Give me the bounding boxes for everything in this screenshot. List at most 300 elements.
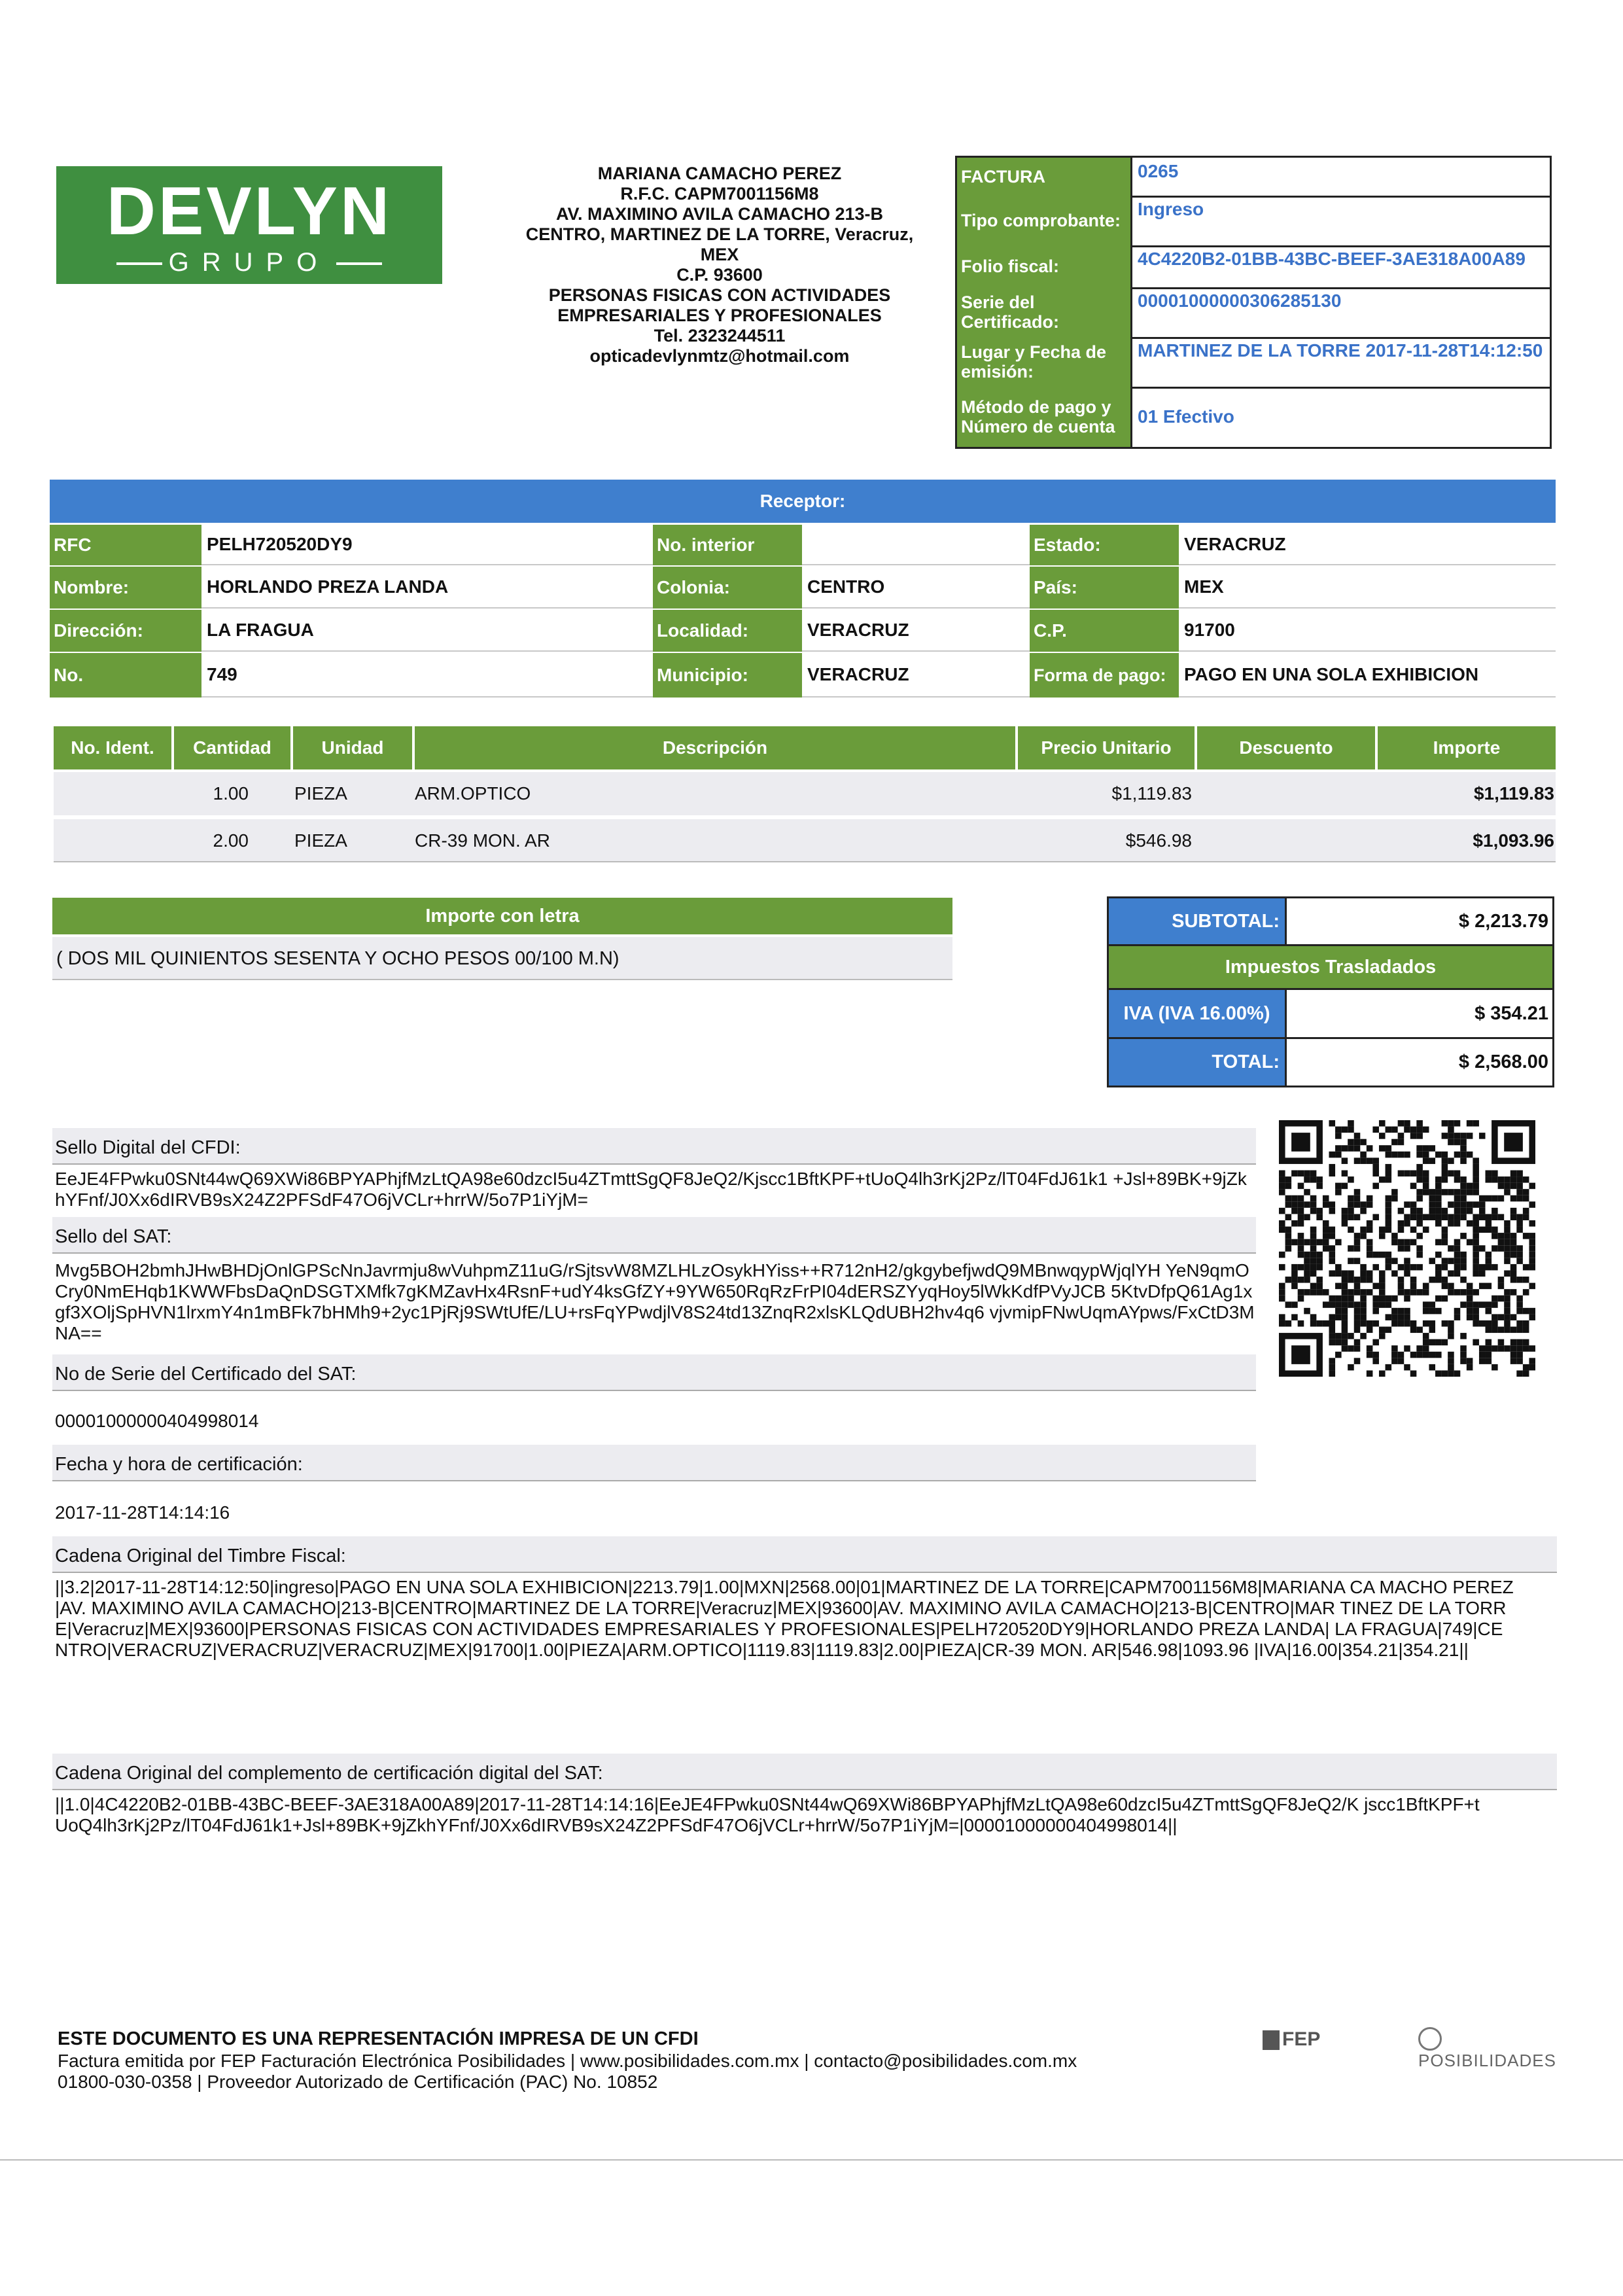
qr-module — [1348, 1277, 1354, 1283]
qr-module — [1360, 1233, 1367, 1239]
qr-module — [1360, 1152, 1367, 1158]
qr-module — [1523, 1233, 1529, 1239]
qr-module — [1486, 1345, 1492, 1352]
qr-module — [1391, 1270, 1398, 1277]
qr-module — [1442, 1264, 1448, 1271]
qr-module — [1467, 1308, 1473, 1315]
qr-module — [1498, 1214, 1505, 1220]
qr-module — [1454, 1133, 1461, 1139]
emisor-line: CENTRO, MARTINEZ DE LA TORRE, Veracruz, — [525, 224, 914, 244]
qr-module — [1423, 1352, 1429, 1358]
qr-module — [1473, 1157, 1479, 1164]
qr-module — [1329, 1358, 1335, 1364]
qr-module — [1404, 1364, 1410, 1371]
qr-module — [1435, 1296, 1442, 1302]
localidad-label: Localidad: — [653, 610, 802, 652]
qr-module — [1329, 1364, 1335, 1371]
qr-module — [1473, 1170, 1479, 1176]
qr-module — [1372, 1358, 1379, 1364]
qr-module — [1372, 1214, 1379, 1220]
qr-module — [1429, 1258, 1435, 1264]
qr-module — [1435, 1308, 1442, 1315]
qr-module — [1454, 1208, 1461, 1214]
qr-module — [1516, 1245, 1523, 1252]
qr-module — [1516, 1301, 1523, 1308]
qr-module — [1398, 1170, 1405, 1176]
qr-module — [1529, 1239, 1535, 1246]
qr-module — [1316, 1252, 1323, 1258]
qr-module — [1329, 1245, 1335, 1252]
qr-module — [1523, 1289, 1529, 1296]
qr-module — [1416, 1164, 1423, 1171]
qr-module — [1367, 1245, 1373, 1252]
th-descuento: Descuento — [1197, 726, 1375, 769]
qr-module — [1467, 1201, 1473, 1208]
forma-pago-label: Forma de pago: — [1030, 653, 1179, 698]
qr-module — [1510, 1339, 1517, 1346]
qr-module — [1479, 1208, 1486, 1214]
qr-module — [1386, 1201, 1392, 1208]
qr-module — [1279, 1264, 1285, 1271]
qr-module — [1404, 1152, 1410, 1158]
qr-module — [1492, 1176, 1498, 1183]
qr-module — [1386, 1208, 1392, 1214]
qr-module — [1423, 1320, 1429, 1327]
th-descripcion: Descripción — [415, 726, 1015, 769]
qr-module — [1504, 1183, 1510, 1190]
qr-module — [1435, 1252, 1442, 1258]
qr-module — [1335, 1270, 1342, 1277]
qr-module — [1298, 1320, 1304, 1327]
qr-module — [1442, 1133, 1448, 1139]
qr-module — [1329, 1152, 1335, 1158]
qr-module — [1423, 1227, 1429, 1233]
qr-module — [1367, 1352, 1373, 1358]
qr-module — [1291, 1170, 1298, 1176]
receptor-header: Receptor: — [50, 480, 1556, 523]
qr-module — [1316, 1214, 1323, 1220]
qr-module — [1460, 1157, 1467, 1164]
qr-module — [1529, 1233, 1535, 1239]
qr-module — [1454, 1220, 1461, 1227]
qr-module — [1367, 1320, 1373, 1327]
qr-module — [1285, 1176, 1292, 1183]
qr-module — [1460, 1176, 1467, 1183]
qr-module — [1416, 1145, 1423, 1152]
qr-module — [1479, 1264, 1486, 1271]
qr-module — [1454, 1152, 1461, 1158]
rfc-value: PELH720520DY9 — [201, 525, 653, 565]
qr-module — [1386, 1227, 1392, 1233]
municipio-label: Municipio: — [653, 653, 802, 698]
qr-module — [1467, 1208, 1473, 1214]
qr-module — [1410, 1127, 1417, 1133]
qr-module — [1404, 1214, 1410, 1220]
qr-module — [1398, 1264, 1405, 1271]
qr-module — [1398, 1283, 1405, 1290]
qr-module — [1354, 1145, 1361, 1152]
qr-module — [1329, 1227, 1335, 1233]
qr-module — [1329, 1370, 1335, 1377]
item-descripcion: CR-39 MON. AR — [415, 830, 550, 851]
item-descripcion: ARM.OPTICO — [415, 783, 531, 804]
qr-module — [1448, 1214, 1454, 1220]
qr-module — [1279, 1320, 1285, 1327]
qr-module — [1523, 1320, 1529, 1327]
qr-module — [1360, 1139, 1367, 1146]
qr-module — [1285, 1277, 1292, 1283]
qr-module — [1348, 1120, 1354, 1127]
logo-sub: GRUPO — [168, 248, 330, 277]
qr-module — [1386, 1364, 1392, 1371]
page-divider — [0, 2159, 1623, 2161]
qr-module — [1492, 1345, 1498, 1352]
qr-module — [1486, 1258, 1492, 1264]
qr-module — [1372, 1301, 1379, 1308]
qr-module — [1310, 1314, 1317, 1320]
qr-module — [1460, 1258, 1467, 1264]
qr-module — [1391, 1308, 1398, 1315]
qr-module — [1348, 1227, 1354, 1233]
qr-module — [1435, 1352, 1442, 1358]
posibilidades-logo: POSIBILIDADES — [1418, 2027, 1582, 2056]
qr-module — [1335, 1301, 1342, 1308]
item-descuento — [1197, 772, 1375, 815]
pais-label: País: — [1030, 567, 1179, 609]
qr-module — [1429, 1301, 1435, 1308]
th-precio-unitario: Precio Unitario — [1018, 726, 1195, 769]
qr-module — [1479, 1270, 1486, 1277]
qr-module — [1310, 1208, 1317, 1214]
sello-cfdi-value: EeJE4FPwku0SNt44wQ69XWi86BPYAPhjfMzLtQA98e60dzcI5u4ZTmttSgQF8JeQ2/Kjscc1BftKPF+tUoQ4lh3rKj2Pz/lT04FdJ61k1 +Jsl+89BK+9jZkhYFnf/J0Xx6dIRVB9sX24Z2PFSdF47O6jVCLr+hrrW/5o7P1iYjM= — [55, 1169, 1247, 1210]
qr-module — [1404, 1120, 1410, 1127]
cadena-complemento-label: Cadena Original del complemento de certificación digital del SAT: — [52, 1754, 1557, 1790]
qr-module — [1516, 1252, 1523, 1258]
qr-module — [1304, 1308, 1310, 1315]
qr-module — [1348, 1364, 1354, 1371]
qr-module — [1291, 1314, 1298, 1320]
qr-module — [1386, 1152, 1392, 1158]
qr-module — [1492, 1227, 1498, 1233]
item-precio: $1,119.83 — [1111, 783, 1192, 804]
qr-module — [1348, 1296, 1354, 1302]
qr-module — [1486, 1352, 1492, 1358]
qr-module — [1454, 1120, 1461, 1127]
qr-module — [1323, 1239, 1329, 1246]
qr-module — [1435, 1189, 1442, 1195]
qr-module — [1348, 1127, 1354, 1133]
qr-module — [1516, 1320, 1523, 1327]
qr-module — [1342, 1145, 1348, 1152]
qr-module — [1504, 1301, 1510, 1308]
qr-module — [1510, 1270, 1517, 1277]
qr-module — [1386, 1327, 1392, 1333]
qr-module — [1323, 1233, 1329, 1239]
qr-module — [1372, 1127, 1379, 1133]
qr-module — [1479, 1345, 1486, 1352]
no-interior-label: No. interior — [653, 525, 802, 565]
qr-module — [1354, 1301, 1361, 1308]
qr-module — [1486, 1195, 1492, 1202]
qr-module — [1279, 1289, 1285, 1296]
item-cantidad: 2.00 — [213, 830, 249, 851]
qr-module — [1360, 1314, 1367, 1320]
qr-module — [1448, 1127, 1454, 1133]
qr-module — [1435, 1220, 1442, 1227]
qr-module — [1486, 1264, 1492, 1271]
qr-module — [1467, 1220, 1473, 1227]
qr-module — [1479, 1283, 1486, 1290]
qr-module — [1510, 1252, 1517, 1258]
qr-module — [1529, 1183, 1535, 1190]
qr-module — [1529, 1258, 1535, 1264]
qr-module — [1504, 1314, 1510, 1320]
qr-module — [1291, 1239, 1298, 1246]
qr-module — [1348, 1195, 1354, 1202]
qr-module — [1416, 1170, 1423, 1176]
qr-module — [1486, 1327, 1492, 1333]
qr-module — [1460, 1358, 1467, 1364]
qr-module — [1416, 1327, 1423, 1333]
qr-module — [1354, 1320, 1361, 1327]
qr-module — [1504, 1258, 1510, 1264]
sello-sat-value: Mvg5BOH2bmhJHwBHDjOnlGPScNnJavrmju8wVuhpmZ11uG/rSjtsvW8MZLHLzOsykHYiss++R712nH2/gkgybefjwdQ9MBnwqypWjqlYH YeN9qmOCry0NmEHqb1KWWFbsDaQnDSGTXMfk7gKMZavHx4RsnF+udY4ksGfZY+9YW650RqRzFrPI04dERSZYyqHoy5lWkKdfPVyJCB 5KtvDfpQ61Ag1xgf3XOljSpHVN1lrxmY4n1mBFk7bHMh9+2yc1PjRj9SWtUfE/LU+rsFqYPwdjlV8S24td13ZnqR2xlsKLQdUBH2hv4q6 vjvmipFNwUqmAYpws/FxCtD3MNA== — [55, 1260, 1255, 1343]
qr-module — [1429, 1201, 1435, 1208]
qr-module — [1498, 1277, 1505, 1283]
qr-module — [1298, 1264, 1304, 1271]
qr-module — [1498, 1339, 1505, 1346]
qr-module — [1504, 1296, 1510, 1302]
qr-module — [1279, 1183, 1285, 1190]
qr-module — [1523, 1189, 1529, 1195]
qr-module — [1479, 1358, 1486, 1364]
qr-module — [1416, 1176, 1423, 1183]
fep-logo: FEP — [1263, 2028, 1340, 2055]
qr-module — [1285, 1183, 1292, 1190]
qr-module — [1404, 1170, 1410, 1176]
total-label: TOTAL: — [1109, 1039, 1287, 1086]
qr-module — [1410, 1183, 1417, 1190]
qr-module — [1448, 1201, 1454, 1208]
qr-module — [1398, 1133, 1405, 1139]
qr-module — [1479, 1320, 1486, 1327]
qr-module — [1504, 1252, 1510, 1258]
qr-module — [1360, 1201, 1367, 1208]
emisor-line: PERSONAS FISICAS CON ACTIVIDADES — [548, 285, 891, 305]
qr-module — [1323, 1227, 1329, 1233]
direccion-label: Dirección: — [50, 610, 201, 652]
qr-module — [1504, 1289, 1510, 1296]
qr-module — [1410, 1283, 1417, 1290]
iva-value: $ 354.21 — [1475, 1002, 1548, 1024]
qr-module — [1435, 1270, 1442, 1277]
qr-module — [1354, 1157, 1361, 1164]
qr-module — [1454, 1195, 1461, 1202]
qr-module — [1410, 1201, 1417, 1208]
qr-module — [1279, 1314, 1285, 1320]
qr-module — [1342, 1127, 1348, 1133]
qr-module — [1423, 1145, 1429, 1152]
qr-module — [1442, 1164, 1448, 1171]
qr-module — [1435, 1214, 1442, 1220]
qr-module — [1467, 1239, 1473, 1246]
qr-module — [1448, 1333, 1454, 1339]
item-unidad: PIEZA — [294, 830, 347, 851]
qr-module — [1291, 1301, 1298, 1308]
qr-module — [1329, 1120, 1335, 1127]
qr-module — [1372, 1157, 1379, 1164]
qr-module — [1467, 1301, 1473, 1308]
qr-module — [1416, 1120, 1423, 1127]
qr-module — [1398, 1314, 1405, 1320]
qr-module — [1310, 1289, 1317, 1296]
qr-module — [1473, 1120, 1479, 1127]
qr-module — [1372, 1296, 1379, 1302]
item-ident — [54, 819, 171, 862]
qr-module — [1423, 1183, 1429, 1190]
qr-module — [1360, 1157, 1367, 1164]
qr-module — [1335, 1264, 1342, 1271]
qr-module — [1467, 1133, 1473, 1139]
qr-module — [1404, 1201, 1410, 1208]
serie-sat-label: No de Serie del Certificado del SAT: — [52, 1354, 1256, 1391]
qr-module — [1416, 1264, 1423, 1271]
qr-module — [1348, 1270, 1354, 1277]
qr-module — [1416, 1345, 1423, 1352]
qr-module — [1391, 1358, 1398, 1364]
qr-module — [1473, 1308, 1479, 1315]
qr-module — [1391, 1233, 1398, 1239]
qr-module — [1423, 1339, 1429, 1346]
qr-module — [1379, 1327, 1386, 1333]
qr-module — [1298, 1233, 1304, 1239]
qr-module — [1404, 1345, 1410, 1352]
qr-module — [1479, 1352, 1486, 1358]
qr-module — [1516, 1339, 1523, 1346]
factura-number: 0265 — [1138, 161, 1179, 181]
qr-module — [1335, 1152, 1342, 1158]
qr-module — [1454, 1252, 1461, 1258]
forma-pago-value: PAGO EN UNA SOLA EXHIBICION — [1179, 653, 1556, 698]
qr-module — [1467, 1183, 1473, 1190]
qr-module — [1342, 1301, 1348, 1308]
sello-cfdi-label: Sello Digital del CFDI: — [52, 1128, 1256, 1165]
qr-module — [1342, 1157, 1348, 1164]
factura-row — [957, 337, 1550, 389]
qr-module — [1423, 1301, 1429, 1308]
qr-module — [1379, 1252, 1386, 1258]
qr-module — [1479, 1214, 1486, 1220]
qr-module — [1448, 1157, 1454, 1164]
qr-module — [1492, 1264, 1498, 1271]
qr-module — [1498, 1183, 1505, 1190]
qr-module — [1448, 1133, 1454, 1139]
qr-module — [1442, 1227, 1448, 1233]
qr-module — [1360, 1264, 1367, 1271]
qr-module — [1335, 1145, 1342, 1152]
qr-module — [1516, 1352, 1523, 1358]
qr-module — [1410, 1264, 1417, 1271]
qr-module — [1416, 1352, 1423, 1358]
qr-module — [1486, 1301, 1492, 1308]
qr-code — [1279, 1120, 1535, 1377]
qr-module — [1492, 1208, 1498, 1214]
qr-module — [1510, 1183, 1517, 1190]
qr-module — [1504, 1345, 1510, 1352]
qr-module — [1367, 1270, 1373, 1277]
totals-box — [1107, 896, 1554, 1087]
qr-module — [1454, 1245, 1461, 1252]
qr-module — [1492, 1364, 1498, 1371]
qr-module — [1473, 1183, 1479, 1190]
qr-module — [1316, 1283, 1323, 1290]
qr-module — [1454, 1201, 1461, 1208]
qr-module — [1398, 1245, 1405, 1252]
qr-module — [1442, 1320, 1448, 1327]
qr-module — [1404, 1239, 1410, 1246]
qr-module — [1454, 1270, 1461, 1277]
qr-module — [1504, 1320, 1510, 1327]
qr-module — [1416, 1152, 1423, 1158]
qr-module — [1398, 1277, 1405, 1283]
qr-module — [1304, 1176, 1310, 1183]
qr-module — [1316, 1208, 1323, 1214]
qr-module — [1529, 1252, 1535, 1258]
qr-module — [1335, 1239, 1342, 1246]
qr-module — [1448, 1370, 1454, 1377]
qr-module — [1291, 1220, 1298, 1227]
qr-module — [1367, 1145, 1373, 1152]
qr-module — [1310, 1245, 1317, 1252]
qr-module — [1398, 1139, 1405, 1146]
qr-module — [1473, 1245, 1479, 1252]
qr-module — [1348, 1208, 1354, 1214]
factura-row — [957, 158, 1550, 198]
qr-module — [1510, 1208, 1517, 1214]
nombre-label: Nombre: — [50, 567, 201, 609]
qr-module — [1416, 1233, 1423, 1239]
qr-module — [1398, 1120, 1405, 1127]
qr-module — [1460, 1214, 1467, 1220]
qr-module — [1360, 1270, 1367, 1277]
qr-module — [1467, 1120, 1473, 1127]
cadena-timbre-label: Cadena Original del Timbre Fiscal: — [52, 1536, 1557, 1573]
tipo-comprobante-value: Ingreso — [1138, 199, 1204, 219]
qr-module — [1360, 1227, 1367, 1233]
qr-module — [1342, 1220, 1348, 1227]
qr-module — [1316, 1289, 1323, 1296]
item-descuento — [1197, 819, 1375, 862]
qr-module — [1510, 1239, 1517, 1246]
qr-module — [1379, 1301, 1386, 1308]
qr-module — [1435, 1370, 1442, 1377]
th-unidad: Unidad — [293, 726, 412, 769]
qr-module — [1448, 1120, 1454, 1127]
footer-text — [58, 2051, 1300, 2093]
qr-module — [1342, 1277, 1348, 1283]
qr-module — [1416, 1189, 1423, 1195]
qr-module — [1386, 1301, 1392, 1308]
qr-module — [1460, 1252, 1467, 1258]
th-importe: Importe — [1378, 726, 1556, 769]
qr-module — [1398, 1239, 1405, 1246]
qr-module — [1323, 1301, 1329, 1308]
qr-module — [1335, 1296, 1342, 1302]
folio-fiscal-value: 4C4220B2-01BB-43BC-BEEF-3AE318A00A89 — [1138, 249, 1526, 269]
qr-module — [1316, 1176, 1323, 1183]
qr-module — [1279, 1227, 1285, 1233]
qr-module — [1473, 1258, 1479, 1264]
